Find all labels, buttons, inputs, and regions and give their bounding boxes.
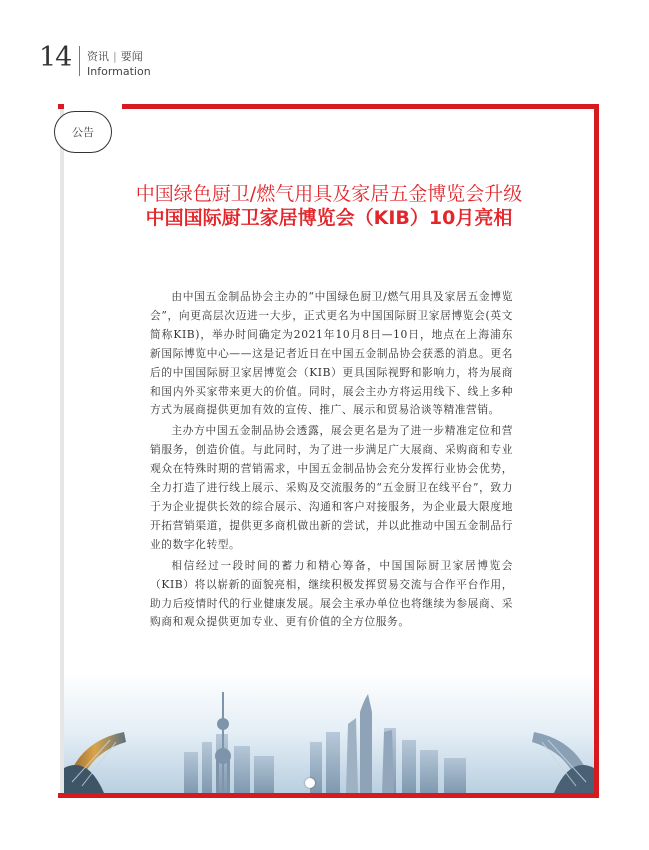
subsection-name: 要闻: [120, 50, 143, 63]
section-name: 资讯: [87, 50, 109, 63]
city-skyline-illustration: [64, 672, 594, 793]
section-separator: |: [113, 50, 117, 63]
article-paragraph: 主办方中国五金制品协会透露，展会更名是为了进一步精准定位和营销服务，创造价值。与此同时，为了进一步满足广大展商、采购商和专业观众在特殊时期的营销需求，中国五金制品协会充分发挥行业协会优势，全力打造了进行线上展示、采购及交流服务的“五金厨卫在线平台”，致力于为企业提供长效的综合展示、沟通和客户对接服务，为企业最大限度地开拓营销渠道，提供更多商机做出新的尝试，并以此推动中国五金制品行业的数字化转型。: [150, 424, 513, 551]
page-indicator-dot: [305, 778, 315, 788]
section-english: Information: [87, 65, 151, 78]
header-divider: [79, 46, 80, 76]
article-paragraph: 由中国五金制品协会主办的“中国绿色厨卫/燃气用具及家居五金博览会”，向更高层次迈进一大步，正式更名为中国国际厨卫家居博览会(英文简称KIB)，举办时间确定为2021年10月8日—10日，地点在上海浦东新国际博览中心——这是记者近日在中国五金制品协会获悉的消息。更名后的中国国际厨卫家居博览会（KIB）更具国际视野和影响力，将为展商和国内外买家带来更大的价值。同时，展会主办方将运用线下、线上多种方式为展商提供更加有效的宣传、推广、展示和贸易洽谈等精准营销。: [150, 290, 513, 417]
frame-gap: [64, 101, 122, 111]
article-body: [150, 288, 513, 634]
section-label: [87, 50, 143, 63]
headline-line-1: 中国绿色厨卫/燃气用具及家居五金博览会升级: [135, 183, 523, 205]
article-paragraph: 相信经过一段时间的蓄力和精心筹备，中国国际厨卫家居博览会（KIB）将以崭新的面貌亮相，继续积极发挥贸易交流与合作平台作用，助力后疫情时代的行业健康发展。展会主承办单位也将继续为参展商、采购商和观众提供更加专业、更有价值的全方位服务。: [150, 558, 513, 629]
page-number: 14: [39, 42, 72, 73]
headline-line-2: 中国国际厨卫家居博览会（KIB）10月亮相: [145, 207, 513, 229]
announcement-badge: 公告: [54, 111, 112, 153]
